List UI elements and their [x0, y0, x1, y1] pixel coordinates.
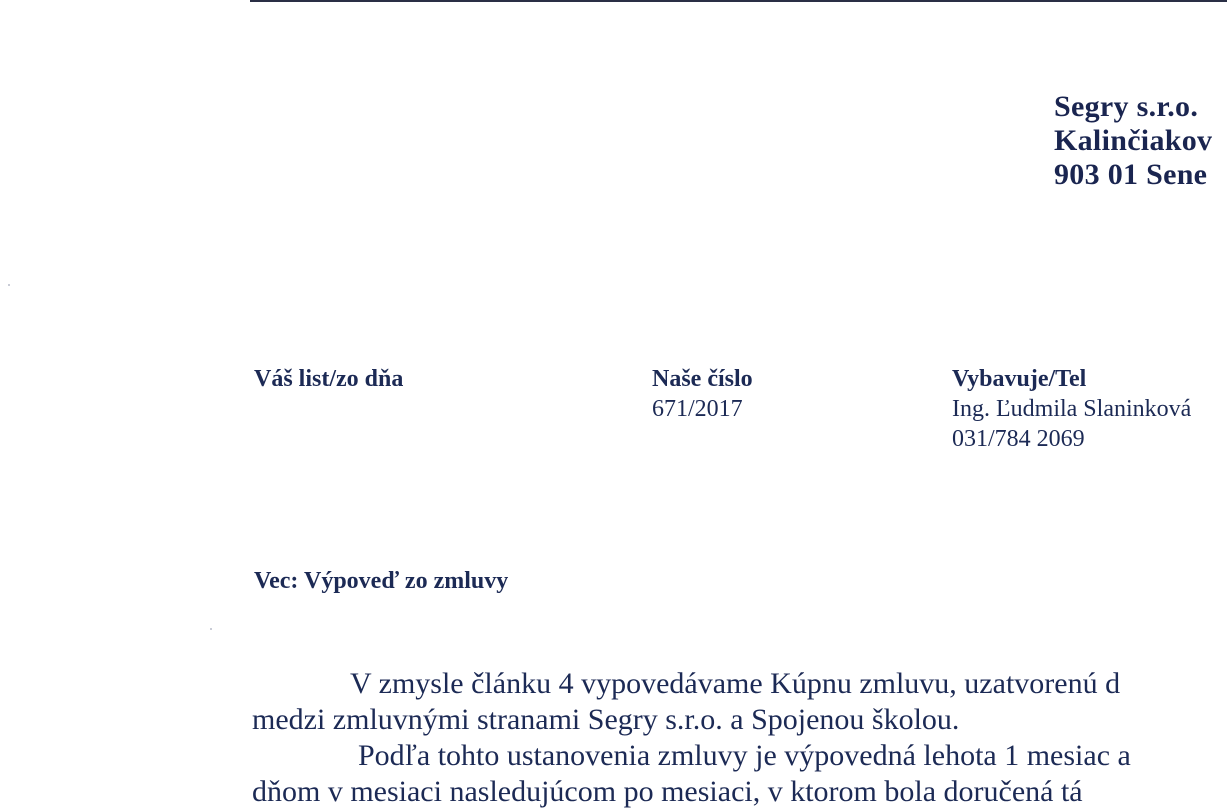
ref-your-letter: [254, 364, 403, 394]
ref-your-letter-label: Váš list/zo dňa: [254, 366, 404, 392]
scan-speck: [8, 284, 10, 286]
letter-body: [252, 666, 1131, 810]
ref-our-number-value: 671/2017: [652, 396, 743, 422]
ref-handled-by-label: Vybavuje/Tel: [952, 366, 1087, 392]
body-paragraph-2-line-1: Podľa tohto ustanovenia zmluvy je výpovedná lehota 1 mesiac a: [358, 739, 1131, 772]
ref-handled-by-name: Ing. Ľudmila Slaninková: [952, 396, 1192, 422]
scan-speck: [210, 628, 212, 630]
recipient-company: Segry s.r.o.: [1054, 90, 1199, 123]
recipient-street: Kalinčiakov: [1054, 124, 1213, 157]
recipient-city: 903 01 Sene: [1054, 158, 1208, 191]
subject-line: Vec: Výpoveď zo zmluvy: [254, 568, 509, 594]
recipient-address: [1054, 90, 1212, 192]
ref-our-number: [652, 364, 753, 424]
body-paragraph-1-line-2: medzi zmluvnými stranami Segry s.r.o. a Spojenou školou.: [252, 703, 960, 736]
ref-handled-by-phone: 031/784 2069: [952, 426, 1085, 452]
ref-handled-by: [952, 364, 1191, 454]
body-paragraph-2-line-2: dňom v mesiaci nasledujúcom po mesiaci, v ktorom bola doručená tá: [252, 775, 1083, 808]
top-rule: [250, 0, 1227, 2]
body-paragraph-1-line-1: V zmysle článku 4 vypovedávame Kúpnu zmluvu, uzatvorenú d: [350, 667, 1121, 700]
ref-our-number-label: Naše číslo: [652, 366, 753, 392]
